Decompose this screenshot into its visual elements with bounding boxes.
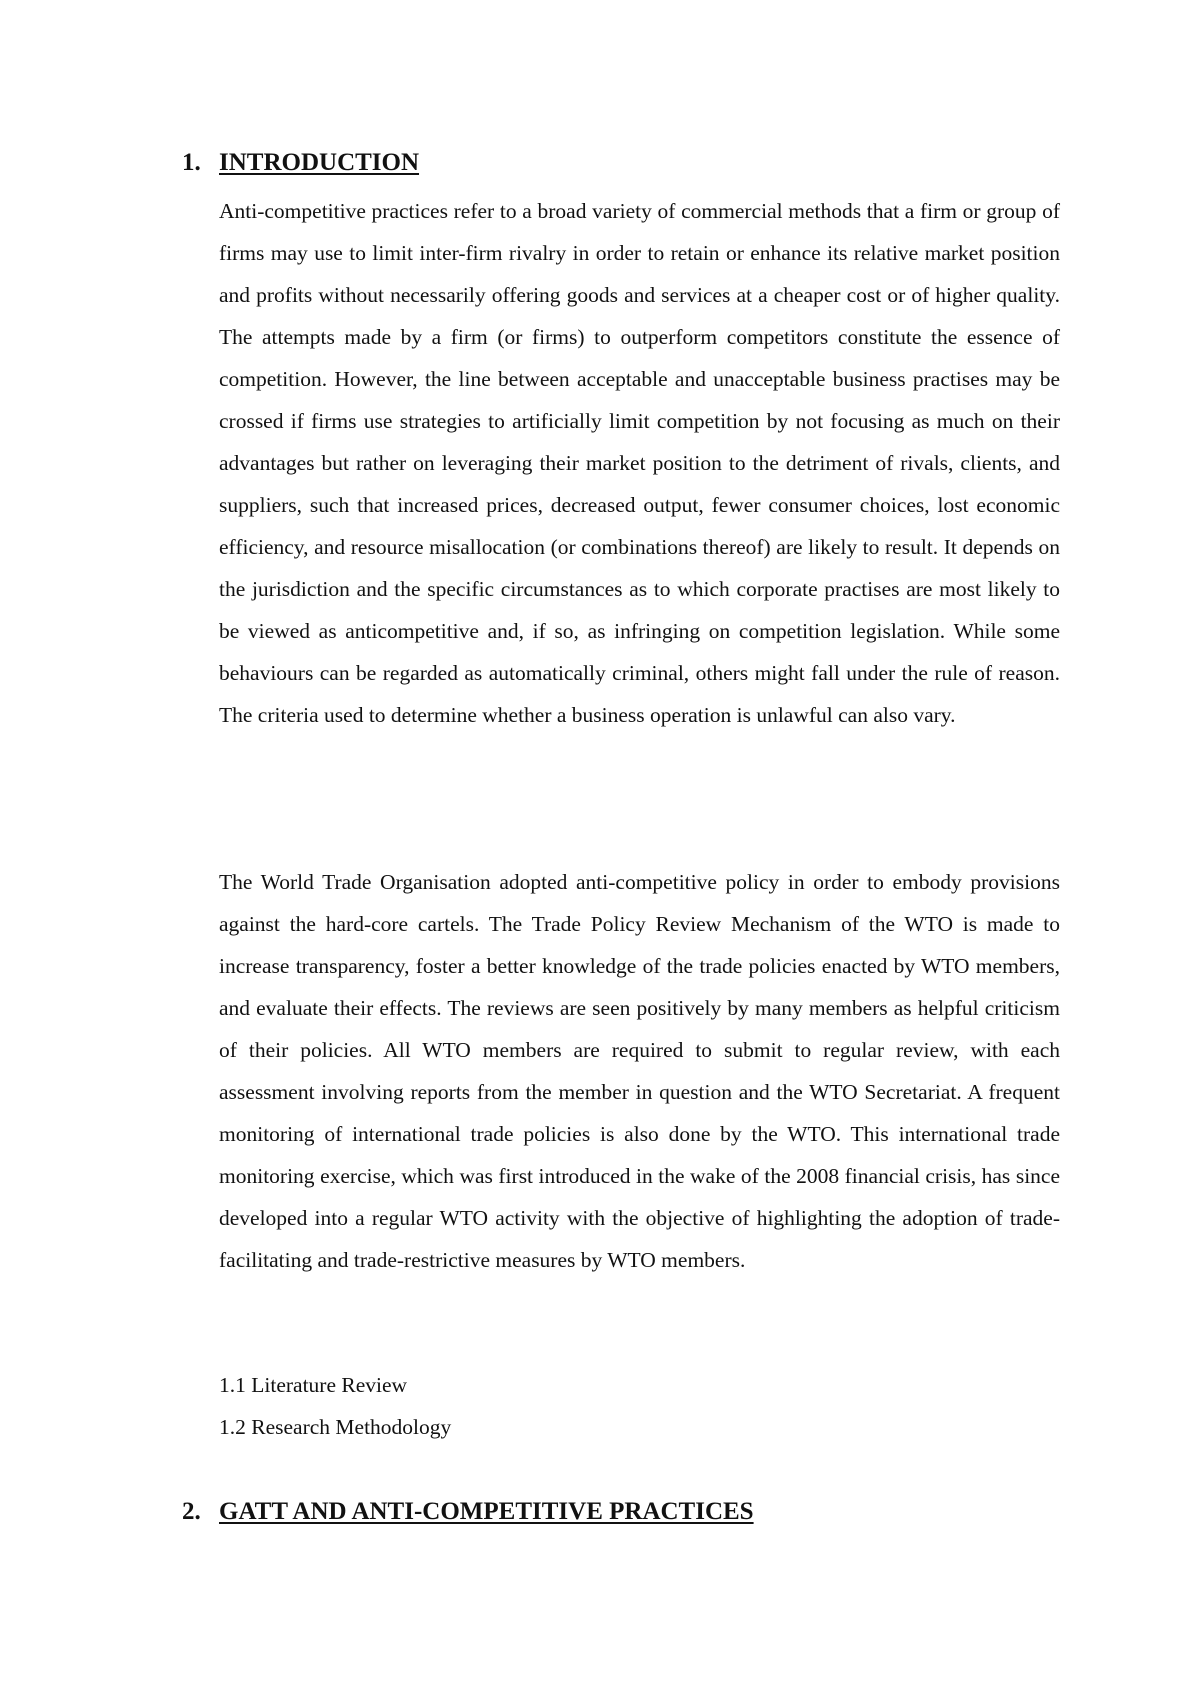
section-number: 2. bbox=[182, 1498, 201, 1525]
section-heading-introduction bbox=[182, 148, 419, 178]
intro-paragraph-1: Anti-competitive practices refer to a broad variety of commercial methods that a firm or group of firms may use to limit inter-firm rivalry in order to retain or enhance its relative market position and profits without necessarily offering goods and services at a cheaper cost or of higher quality. The attempts made by a firm (or firms) to outperform competitors constitute the essence of competition. However, the line between acceptable and unacceptable business practises may be crossed if firms use strategies to artificially limit competition by not focusing as much on their advantages but rather on leveraging their market position to the detriment of rivals, clients, and suppliers, such that increased prices, decreased output, fewer consumer choices, lost economic efficiency, and resource misallocation (or combinations thereof) are likely to result. It depends on the jurisdiction and the specific circumstances as to which corporate practises are most likely to be viewed as anticompetitive and, if so, as infringing on competition legislation. While some behaviours can be regarded as automatically criminal, others might fall under the rule of reason. The criteria used to determine whether a business operation is unlawful can also vary. bbox=[219, 199, 1060, 727]
section-heading-gatt bbox=[182, 1497, 754, 1527]
subsection-literature-review: 1.1 Literature Review bbox=[219, 1373, 408, 1397]
section-number: 1. bbox=[182, 149, 201, 176]
subsection-research-methodology: 1.2 Research Methodology bbox=[219, 1415, 452, 1439]
intro-paragraph-2: The World Trade Organisation adopted anti-competitive policy in order to embody provisions against the hard-core cartels. The Trade Policy Review Mechanism of the WTO is made to increase transparency, foster a better knowledge of the trade policies enacted by WTO members, and evaluate their effects. The reviews are seen positively by many members as helpful criticism of their policies. All WTO members are required to submit to regular review, with each assessment involving reports from the member in question and the WTO Secretariat. A frequent monitoring of international trade policies is also done by the WTO. This international trade monitoring exercise, which was first introduced in the wake of the 2008 financial crisis, has since developed into a regular WTO activity with the objective of highlighting the adoption of trade-facilitating and trade-restrictive measures by WTO members. bbox=[219, 870, 1060, 1272]
section-title: INTRODUCTION bbox=[219, 149, 420, 176]
section-title: GATT AND ANTI-COMPETITIVE PRACTICES bbox=[219, 1498, 754, 1525]
